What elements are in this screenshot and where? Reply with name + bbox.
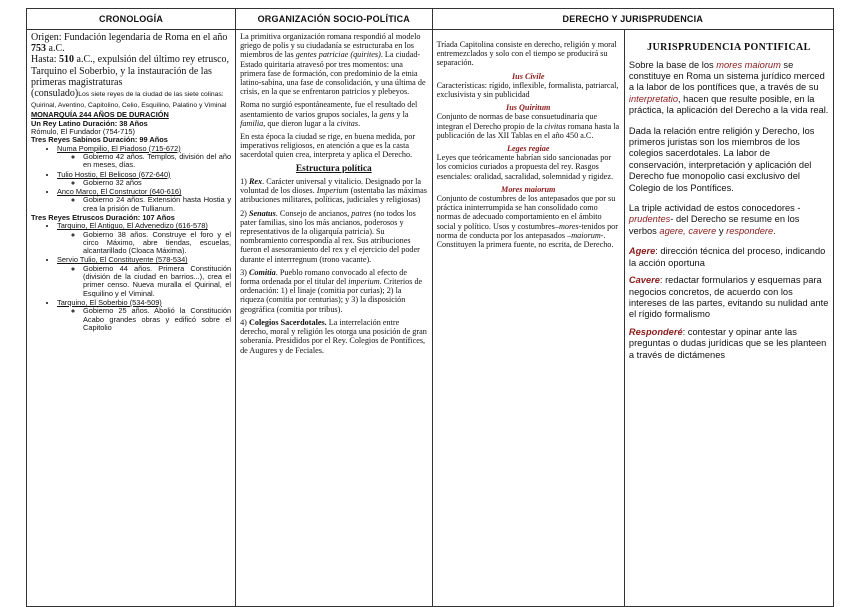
jurisprudencia-heading: JURISPRUDENCIA PONTIFICAL [647,42,811,53]
list-item: • Numa Pompilio, El Piadoso (715-672) ◦ Gobierno 42 años. Templos, división del año en meses, días. [57,145,231,170]
list-item: • Tarquino, El Antiguo, El Advenedizo (616-578) ◦ Gobierno 38 años. Construye el foro y el circo Máximo, abre tiendas, escuelas, alcantarillado (Cloaca Máxima). [57,222,231,255]
leges-regiae-text: Leyes que teóricamente habrían sido sancionadas por los comicios curiados a propuesta del rey. Rasgos esenciales: oralidad, sacralidad, solemnidad y rigidez. [436,153,613,181]
respondere-paragraph: Responderé: contestar y opinar ante las preguntas o dudas jurídicas que se les planteen a través de dictámenes [628,326,827,360]
document-sheet [26,8,834,598]
origen-text: Origen: Fundación legendaria de Roma en el año 753 a.C. [31,32,228,55]
mores-maiorum-heading: Mores maiorum [501,184,556,194]
cronologia-cell [27,30,236,607]
monarquia-heading: MONARQUÍA 244 AÑOS DE DURACIÓN [31,110,169,120]
sabinos-heading: Tres Reyes Sabinos Duración: 99 Años [31,135,168,145]
sabinos-list [31,145,231,213]
list-item: • Anco Marco, El Constructor (640-616) ◦ Gobierno 24 años. Extensión hasta Hostia y crea la prisión de Tullianum. [57,188,231,213]
jurisprudencia-paragraph-2: Dada la relación entre religión y Derecho, los primeros juristas son los miembros de los colegios sacerdotales. La labor de conservación, interpretación y aplicación del Derecho fue monopolio casi exclusivo del Colegio de los Pontífices. [628,125,815,193]
estructura-heading: Estructura política [295,163,372,174]
ius-civile-text: Características: rígido, inflexible, formalista, patriarcal, exclusivista y sin publicidad [436,80,619,100]
mores-maiorum-text: Conjunto de costumbres de los antepasados que por su práctica ininterrumpida se han consolidado como normas de adecuado comportamiento en el ámbito social y político. Usos y costumbres–mores-tenidos por norma de conducta por los antepasados –maiorum-. Constituyen la primera fuente, no escrita, de Derecho. [436,194,618,250]
intro-paragraph: La primitiva organización romana respondió al modelo griego de polis y su ciudadanía se estructuraba en los miembros de las gentes patriciae (quirites). La ciudad-Estado quiritaria atravesó por tres momentos: una primera fase de formación, con predominio de la etnia latino-sabina, una fase de consolidación, y una última de crisis, en la que se enfrentaron patricios y plebeyos. [240,32,426,97]
list-item: • Tarquino, El Soberbio (534-509) ◦ Gobierno 25 años. Abolió la Constitución Acabo grandes obras y edificó sobre el Capitolio [57,299,231,332]
list-item: ◦ Gobierno 32 años [83,179,231,187]
hasta-text: Hasta: 510 a.C., expulsión del último rey etrusco, Tarquino el Soberbio, y la instauración de las primeras magistraturas [31,54,230,88]
list-item: • Tulio Hostio, El Belicoso (672-640) ◦ Gobierno 32 años [57,171,231,188]
header-cronologia: CRONOLOGÍA [27,9,236,30]
leges-regiae-heading: Leges regiae [506,144,550,154]
derecho-cell [432,30,624,607]
jurisprudencia-paragraph-1: Sobre la base de los mores maiorum se constituye en Roma un sistema jurídico merced a la labor de los pontífices que, a través de su interpretatio, hacen que resulte posible, en la práctica, la aplicación del Derecho a la vida real. [628,59,829,116]
triada-paragraph: Tríada Capitolina consiste en derecho, religión y moral entremezclados y solo con el tiempo se producirá su separación. [436,40,617,68]
list-item: • Servio Tulio, El Constituyente (578-534) ◦ Gobierno 44 años. Primera Constitución (división de la ciudad en barrios...), crea el primer censo. Nueva muralla el Quirinal, el Esquilino y el Viminal. [57,256,231,297]
ius-civile-heading: Ius Civile [511,71,545,81]
etruscos-heading: Tres Reyes Etruscos Duración: 107 Años [31,212,175,222]
ius-quiritium-heading: Ius Quiritum [506,103,551,113]
colegios-paragraph: 4) Colegios Sacerdotales. La interrelación entre derecho, moral y religión les otorga una posición de gran soberanía. Presididos por el Rey. Colegios de Pontífices, de Augures y de Feciales. [240,317,427,355]
senatus-paragraph: 2) Senatus. Consejo de ancianos, patres (no todos los pater familias, sino los más ancianos, poderosos y representativos de la oligarquía patricia). Su nombramiento correspondía al rex. Sus atribuciones fueron el asesoramiento del rex y el ejercicio del poder durante el interrregnum (trono vacante). [240,208,420,264]
list-item: ◦ Gobierno 25 años. Abolió la Constitución Acabo grandes obras y edificó sobre el Capitolio [83,307,231,332]
religion-paragraph: En esta época la ciudad se rige, en buena medida, por imperativos religiosos, en atención a que es la casta sacerdotal quien crea, interpreta y aplica el Derecho. [240,132,416,160]
header-derecho: DERECHO Y JURISPRUDENCIA [432,9,833,30]
list-item: ◦ Gobierno 24 años. Extensión hasta Hostia y crea la prisión de Tullianum. [83,196,231,213]
agere-paragraph: Agere: dirección técnica del proceso, indicando la acción oportuna [628,246,826,268]
comitia-paragraph: 3) Comitia. Pueblo romano convocado al efecto de forma ordenada por el titular del imperium. Criterios de ordenación: 1) el linaje (comitia por curias); 2) la riqueza (comitia por centurias); y 3) la disposición geográfica (comitia por tribus). [240,267,423,314]
rex-paragraph: 1) Rex. Carácter universal y vitalicio. Designado por la voluntad de los dioses. Imperium (ostentaba las máximas atribuciones militares, políticas, judiciales y religiosas) [240,177,427,205]
latino-heading: Un Rey Latino Duración: 38 Años [31,118,148,128]
romulo-text: Rómulo, El Fundador (754-715) [31,127,135,137]
summary-table [26,8,834,607]
list-item: ◦ Gobierno 42 años. Templos, división del año en meses, días. [83,153,231,170]
list-item: ◦ Gobierno 38 años. Construye el foro y el circo Máximo, abre tiendas, escuelas, alcantarillado (Cloaca Máxima). [83,231,231,256]
header-organizacion: ORGANIZACIÓN SOCIO-POLÍTICA [236,9,433,30]
organizacion-cell [236,30,433,607]
consulado-text: (consulado)Los siete reyes de la ciudad de las siete colinas: Quirinal, Aventino, Capitolino, Celio, Esquilino, Palatino y Viminal [31,88,227,110]
list-item: ◦ Gobierno 44 años. Primera Constitución (división de la ciudad en barrios...), crea el primer censo. Nueva muralla el Quirinal, el Esquilino y el Viminal. [83,265,231,298]
etruscos-list [31,222,231,332]
ius-quiritium-text: Conjunto de normas de base consuetudinaria que integran el Derecho propio de la civitas romana hasta la publicación de las XII Tablas en el año 450 a.C. [436,112,620,140]
jurisprudencia-cell [624,30,833,607]
origin-paragraph: Roma no surgió espontáneamente, fue el resultado del asentamiento de varios grupos sociales, la gens y la familia, que dieron lugar a la civitas. [240,100,418,128]
jurisprudencia-paragraph-3: La triple actividad de estos conocedores -prudentes- del Derecho se resume en los verbos agere, cavere y respondere. [628,203,801,236]
cavere-paragraph: Cavere: redactar formularios y esquemas para negocios concretos, de acuerdo con los intereses de las partes, evitando su nulidad ante el rígido formalismo [628,275,829,320]
